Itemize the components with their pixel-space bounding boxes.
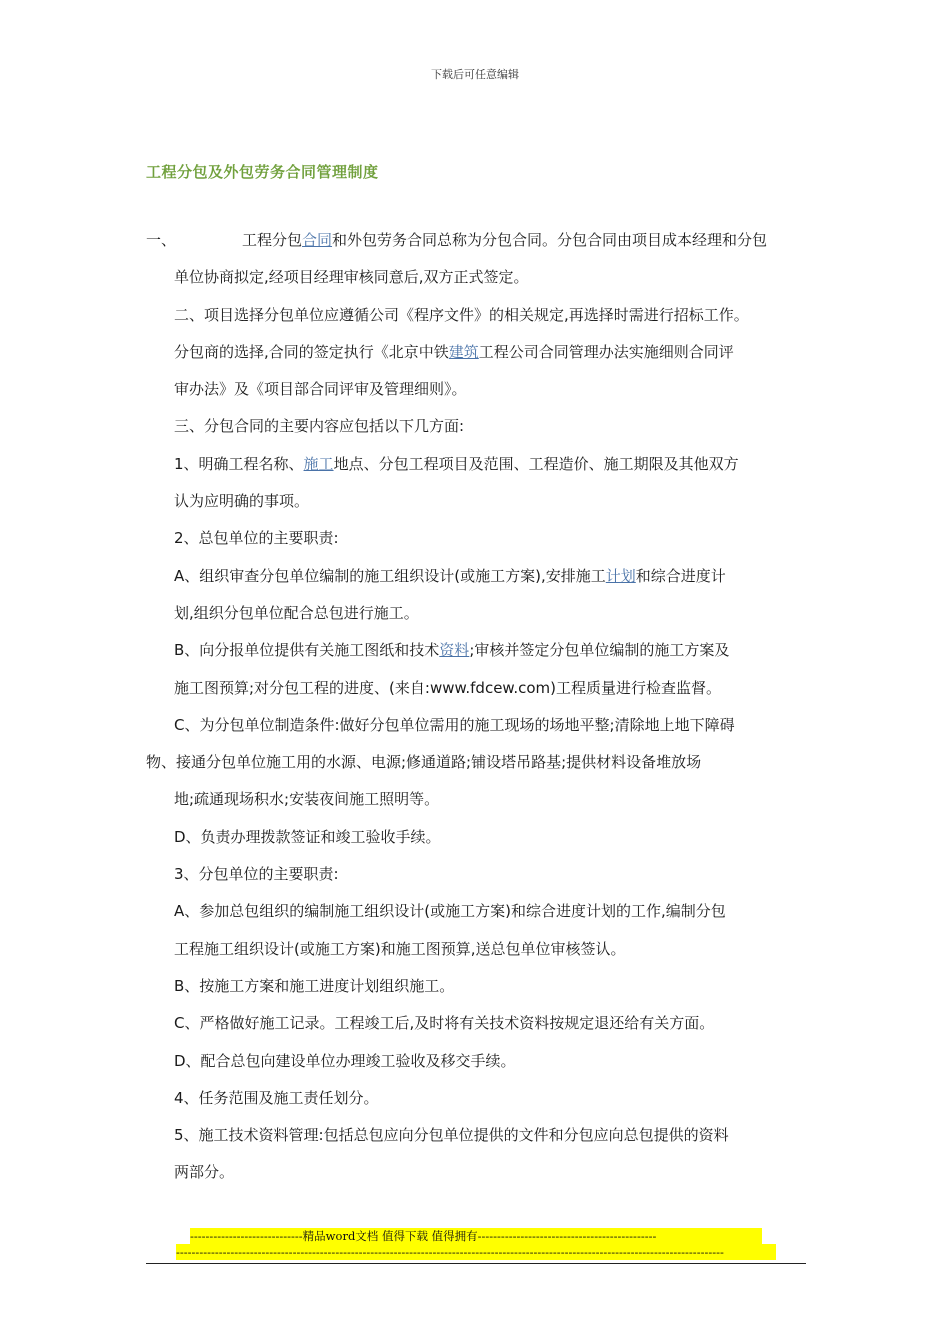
paragraph-line: C、严格做好施工记录。工程竣工后,及时将有关技术资料按规定退还给有关方面。 xyxy=(174,1014,715,1033)
text-span: 工程公司合同管理办法实施细则合同评 xyxy=(478,342,734,361)
text-span: 工程分包 xyxy=(242,231,303,249)
paragraph-line: 5、施工技术资料管理:包括总包应向分包单位提供的文件和分包应向总包提供的资料 xyxy=(174,1126,729,1145)
text-span: ;审核并签定分包单位编制的施工方案及 xyxy=(469,641,730,660)
paragraph-line: 3、分包单位的主要职责: xyxy=(174,865,339,884)
footer-divider xyxy=(146,1263,806,1264)
link-contract[interactable]: 合同 xyxy=(302,231,333,249)
link-materials[interactable]: 资料 xyxy=(439,641,470,660)
footer-banner-line: -----------------------------精品word文档 值得下载 值得拥有---------------------------------------------- xyxy=(190,1228,762,1244)
text-span: B、向分报单位提供有关施工图纸和技术 xyxy=(174,641,440,660)
paragraph-line: 施工图预算;对分包工程的进度、(来自:www.fdcew.com)工程质量进行检查监督。 xyxy=(174,678,721,697)
paragraph-line: B、按施工方案和施工进度计划组织施工。 xyxy=(174,976,455,995)
document-title: 工程分包及外包劳务合同管理制度 xyxy=(146,163,379,181)
paragraph-line xyxy=(146,334,816,371)
text-span: 地点、分包工程项目及范围、工程造价、施工期限及其他双方 xyxy=(333,454,739,473)
paragraph-line: 认为应明确的事项。 xyxy=(174,492,310,511)
text-span: A、组织审查分包单位编制的施工组织设计(或施工方案),安排施工 xyxy=(174,566,606,585)
paragraph-line: 物、接通分包单位施工用的水源、电源;修通道路;铺设塔吊路基;提供材料设备堆放场 xyxy=(146,753,702,772)
paragraph-line: 2、总包单位的主要职责: xyxy=(174,529,339,548)
paragraph-line xyxy=(146,222,816,259)
footer-dash-line: --------------------------------------------------------------------------------------------------------------------------------------------- xyxy=(176,1244,776,1260)
paragraph-line: 两部分。 xyxy=(174,1163,235,1182)
text-span: 分包商的选择,合同的签定执行《北京中铁 xyxy=(174,342,449,361)
link-construction[interactable]: 建筑 xyxy=(448,342,479,361)
paragraph-line: 工程施工组织设计(或施工方案)和施工图预算,送总包单位审核签认。 xyxy=(174,939,626,958)
page-footer xyxy=(146,1228,806,1264)
paragraph-line: A、参加总包组织的编制施工组织设计(或施工方案)和综合进度计划的工作,编制分包 xyxy=(174,902,726,921)
text-span: 和综合进度计 xyxy=(635,566,726,585)
paragraph-line: 地;疏通现场积水;安装夜间施工照明等。 xyxy=(174,790,440,809)
document-body xyxy=(146,222,816,1192)
paragraph-line: 三、分包合同的主要内容应包括以下几方面: xyxy=(174,417,465,436)
paragraph-line xyxy=(146,632,816,669)
paragraph-line: 划,组织分包单位配合总包进行施工。 xyxy=(174,603,419,622)
text-span: 和外包劳务合同总称为分包合同。分包合同由项目成本经理和分包 xyxy=(332,231,768,249)
section-number: 一、 xyxy=(146,231,177,249)
paragraph-line: 审办法》及《项目部合同评审及管理细则》。 xyxy=(174,380,467,399)
page-header-note: 下载后可任意编辑 xyxy=(431,68,519,81)
paragraph-line xyxy=(146,446,816,483)
link-construction-site[interactable]: 施工 xyxy=(303,454,334,473)
paragraph-line: 单位协商拟定,经项目经理审核同意后,双方正式签定。 xyxy=(174,268,529,287)
link-plan[interactable]: 计划 xyxy=(605,566,636,585)
text-span: 1、明确工程名称、 xyxy=(174,454,304,473)
paragraph-line: 4、任务范围及施工责任划分。 xyxy=(174,1088,379,1107)
paragraph-line: C、为分包单位制造条件:做好分包单位需用的施工现场的场地平整;清除地上地下障碍 xyxy=(174,715,735,734)
paragraph-line: 二、项目选择分包单位应遵循公司《程序文件》的相关规定,再选择时需进行招标工作。 xyxy=(174,305,749,324)
paragraph-line xyxy=(146,558,816,595)
paragraph-line: D、负责办理拨款签证和竣工验收手续。 xyxy=(174,827,441,846)
paragraph-line: D、配合总包向建设单位办理竣工验收及移交手续。 xyxy=(174,1051,516,1070)
